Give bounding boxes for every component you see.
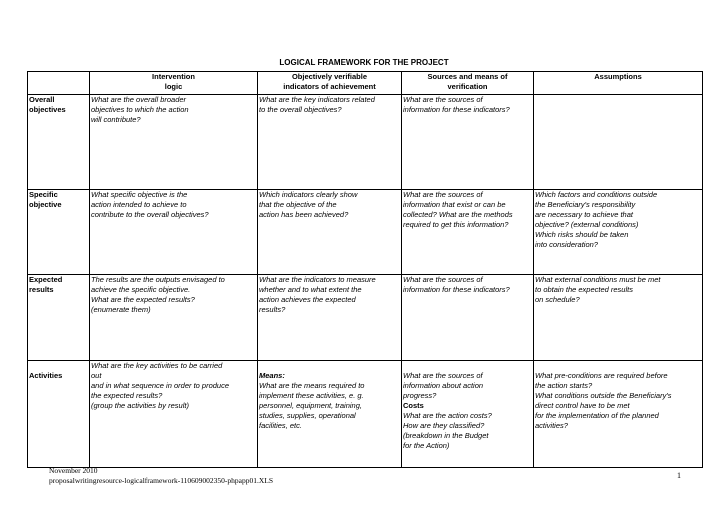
means-label: Means: <box>259 371 285 380</box>
table-row <box>28 190 703 275</box>
means-text: What are the means required to implement these activities, e. g. personnel, equipment, training, studies, supplies, operational facilities, etc. <box>259 381 365 430</box>
row-label-expected-results: Expected results <box>28 275 90 361</box>
header-assumptions: Assumptions <box>534 72 703 95</box>
costs-label: Costs <box>403 401 424 410</box>
footer-date: November 2010 <box>49 466 98 475</box>
cell-assumptions: Which factors and conditions outside the Beneficiary's responsibility are necessary to achieve that objective? (external conditions) Which risks should be taken into consideration? <box>534 190 703 275</box>
cell-indicators: What are the key indicators related to the overall objectives? <box>258 95 402 190</box>
cell-assumptions <box>534 95 703 190</box>
sources-text: What are the sources of information about action progress? <box>403 371 484 400</box>
cell-logic: What are the overall broader objectives to which the action will contribute? <box>90 95 258 190</box>
footer <box>49 466 273 486</box>
cell-sources-costs <box>402 361 534 468</box>
header-sources: Sources and means of verification <box>402 72 534 95</box>
header-indicators: Objectively verifiable indicators of achievement <box>258 72 402 95</box>
logframe-table <box>27 71 703 468</box>
table-row <box>28 95 703 190</box>
cell-logic: What specific objective is the action intended to achieve to contribute to the overall objectives? <box>90 190 258 275</box>
header-intervention-logic: Intervention logic <box>90 72 258 95</box>
cell-logic: What are the key activities to be carried out and in what sequence in order to produce the expected results? (group the activities by result) <box>90 361 258 468</box>
header-row <box>28 72 703 95</box>
cell-sources: What are the sources of information for these indicators? <box>402 95 534 190</box>
footer-filename: proposalwritingresource-logicalframework-110609002350-phpapp01.XLS <box>49 476 274 485</box>
cell-sources: What are the sources of information that exist or can be collected? What are the methods required to get this information? <box>402 190 534 275</box>
row-label-specific-objective: Specific objective <box>28 190 90 275</box>
row-label-activities: Activities <box>28 361 90 468</box>
document-title: LOGICAL FRAMEWORK FOR THE PROJECT <box>279 58 449 67</box>
table-row <box>28 361 703 468</box>
cell-indicators: Which indicators clearly show that the objective of the action has been achieved? <box>258 190 402 275</box>
table-row <box>28 275 703 361</box>
cell-sources: What are the sources of information for these indicators? <box>402 275 534 361</box>
cell-indicators: What are the indicators to measure whether and to what extent the action achieves the expected results? <box>258 275 402 361</box>
cell-means <box>258 361 402 468</box>
cell-logic: The results are the outputs envisaged to achieve the specific objective. What are the expected results? (enumerate them) <box>90 275 258 361</box>
costs-text: What are the action costs? How are they classified? (breakdown in the Budget for the Action) <box>403 411 492 450</box>
page-number: 1 <box>677 471 681 480</box>
header-empty <box>28 72 90 95</box>
row-label-overall-objectives: Overall objectives <box>28 95 90 190</box>
cell-assumptions: What external conditions must be met to obtain the expected results on schedule? <box>534 275 703 361</box>
cell-assumptions: What pre-conditions are required before the action starts? What conditions outside the Beneficiary's direct control have to be met for the implementation of the planned activities? <box>534 361 703 468</box>
